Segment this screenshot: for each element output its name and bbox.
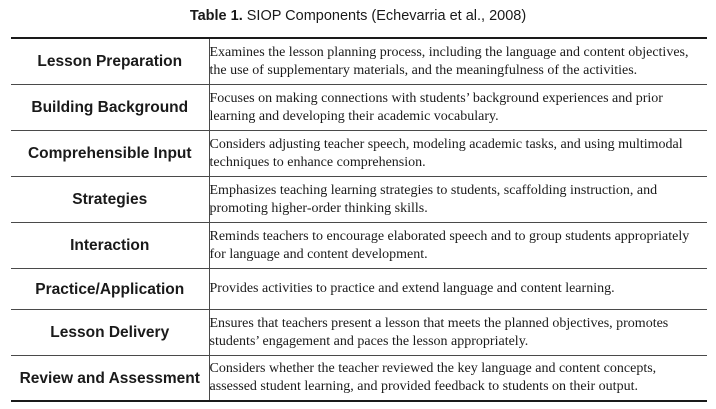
table-caption-title: SIOP Components (Echevarria et al., 2008) bbox=[246, 8, 527, 24]
component-name: Lesson Delivery bbox=[11, 310, 209, 356]
component-name: Building Background bbox=[11, 85, 209, 131]
table-row bbox=[11, 177, 707, 223]
table-row bbox=[11, 85, 707, 131]
table-row bbox=[11, 131, 707, 177]
component-name: Strategies bbox=[11, 177, 209, 223]
component-name: Interaction bbox=[11, 223, 209, 269]
table-caption bbox=[0, 7, 716, 25]
siop-components-table bbox=[11, 37, 707, 402]
table-row bbox=[11, 310, 707, 356]
table-row bbox=[11, 356, 707, 402]
component-name: Practice/Application bbox=[11, 269, 209, 310]
component-name: Lesson Preparation bbox=[11, 38, 209, 85]
table-row bbox=[11, 269, 707, 310]
component-description: Emphasizes teaching learning strategies to students, scaffolding instruction, and promoting higher-order thinking skills. bbox=[209, 177, 707, 223]
component-description: Considers whether the teacher reviewed the key language and content concepts, assessed student learning, and provided feedback to students on their output. bbox=[209, 356, 707, 402]
component-description: Ensures that teachers present a lesson that meets the planned objectives, promotes students’ engagement and paces the lesson appropriately. bbox=[209, 310, 707, 356]
component-name: Comprehensible Input bbox=[11, 131, 209, 177]
component-description: Provides activities to practice and extend language and content learning. bbox=[209, 269, 707, 310]
component-description: Examines the lesson planning process, including the language and content objectives, the use of supplementary materials, and the meaningfulness of the activities. bbox=[209, 44, 689, 78]
component-description: Considers adjusting teacher speech, modeling academic tasks, and using multimodal techniques to enhance comprehension. bbox=[209, 131, 707, 177]
table-row bbox=[11, 38, 707, 85]
component-description: Focuses on making connections with students’ background experiences and prior learning and developing their academic vocabulary. bbox=[209, 85, 707, 131]
table-row bbox=[11, 223, 707, 269]
component-name: Review and Assessment bbox=[11, 356, 209, 402]
table-caption-label: Table 1. bbox=[189, 8, 243, 24]
component-description: Reminds teachers to encourage elaborated speech and to group students appropriately for language and content development. bbox=[209, 223, 707, 269]
